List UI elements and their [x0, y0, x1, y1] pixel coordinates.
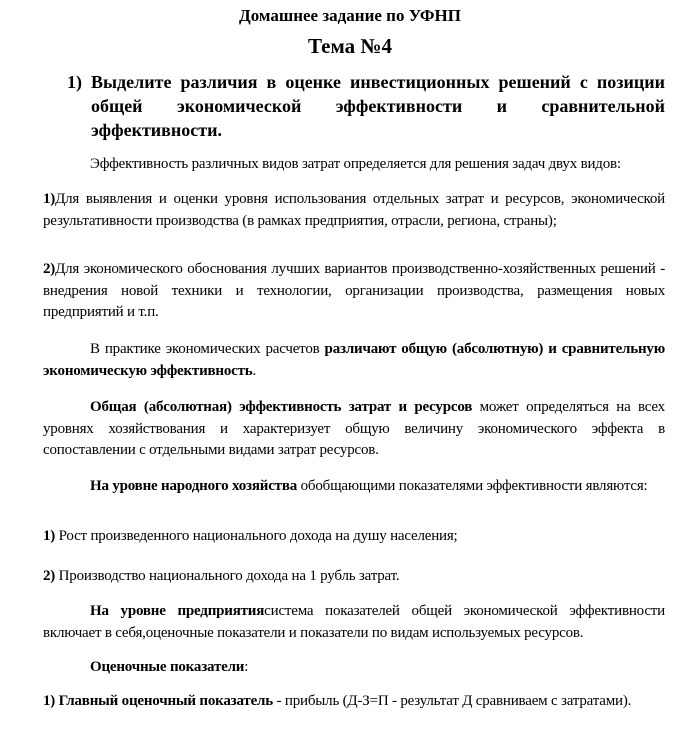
paragraph-indicator-2 — [43, 566, 665, 588]
text: . — [252, 362, 257, 379]
item-text: Рост произведенного национального дохода на душу населения; — [55, 528, 458, 544]
question-number: 1) — [67, 72, 82, 92]
item-number: 1) — [43, 191, 56, 207]
paragraph-general-efficiency — [43, 397, 665, 462]
text: В практике экономических расчетов — [90, 341, 325, 357]
paragraph-intro: Эффективность различных видов затрат определяется для решения задач двух видов: — [90, 156, 621, 172]
bold-text: Общая (абсолютная) эффективность затрат и ресурсов — [90, 399, 473, 415]
item-number: 2) — [43, 568, 56, 584]
paragraph-practice — [43, 339, 665, 382]
bold-text: 1) Главный оценочный показатель — [43, 693, 273, 709]
paragraph-item-1 — [43, 189, 665, 232]
paragraph-national-level — [43, 476, 665, 498]
text: может определяться на всех уровнях хозяйствования и характеризует общую величину экономического эффекта в сопоставлении с отдельными видами затрат ресурсов. — [43, 399, 665, 458]
text: обобщающими показателями эффективности являются: — [297, 478, 648, 494]
text: - прибыль (Д-З=П - результат Д сравниваем с затратами). — [273, 693, 632, 709]
item-text: Для экономического обоснования лучших вариантов производственно-хозяйственных решений - внедрения новой техники и технологии, организации производства, размещения новых предприятий и т.п. — [43, 261, 665, 320]
topic-heading: Тема №4 — [307, 34, 393, 58]
text: система показателей общей экономической эффективности включает в себя,оценочные показатели и показатели по видам используемых ресурсов. — [43, 603, 665, 641]
paragraph-main-indicator — [43, 691, 665, 713]
item-text: Производство национального дохода на 1 рубль затрат. — [55, 568, 400, 584]
bold-text: На уровне предприятия — [90, 603, 265, 619]
item-text: Для выявления и оценки уровня использования отдельных затрат и ресурсов, экономической результативности производства (в рамках предприятия, отрасли, региона, страны); — [43, 191, 665, 229]
text: : — [244, 659, 249, 675]
paragraph-evaluation-indicators — [43, 657, 665, 679]
paragraph-indicator-1 — [43, 526, 665, 548]
bold-text: На уровне народного хозяйства — [90, 478, 298, 494]
bold-text: различают общую (абсолютную) и сравнительную экономическую эффективность — [43, 341, 665, 379]
paragraph-item-2 — [43, 259, 665, 324]
item-number: 2) — [43, 261, 56, 277]
question-text: Выделите различия в оценке инвестиционных решений с позиции общей экономической эффективности и сравнительной эффективности. — [91, 72, 665, 140]
document-title: Домашнее задание по УФНП — [239, 6, 461, 25]
item-number: 1) — [43, 528, 56, 544]
question-heading — [67, 70, 665, 142]
bold-text: Оценочные показатели — [90, 659, 245, 675]
paragraph-enterprise-level — [43, 601, 665, 644]
